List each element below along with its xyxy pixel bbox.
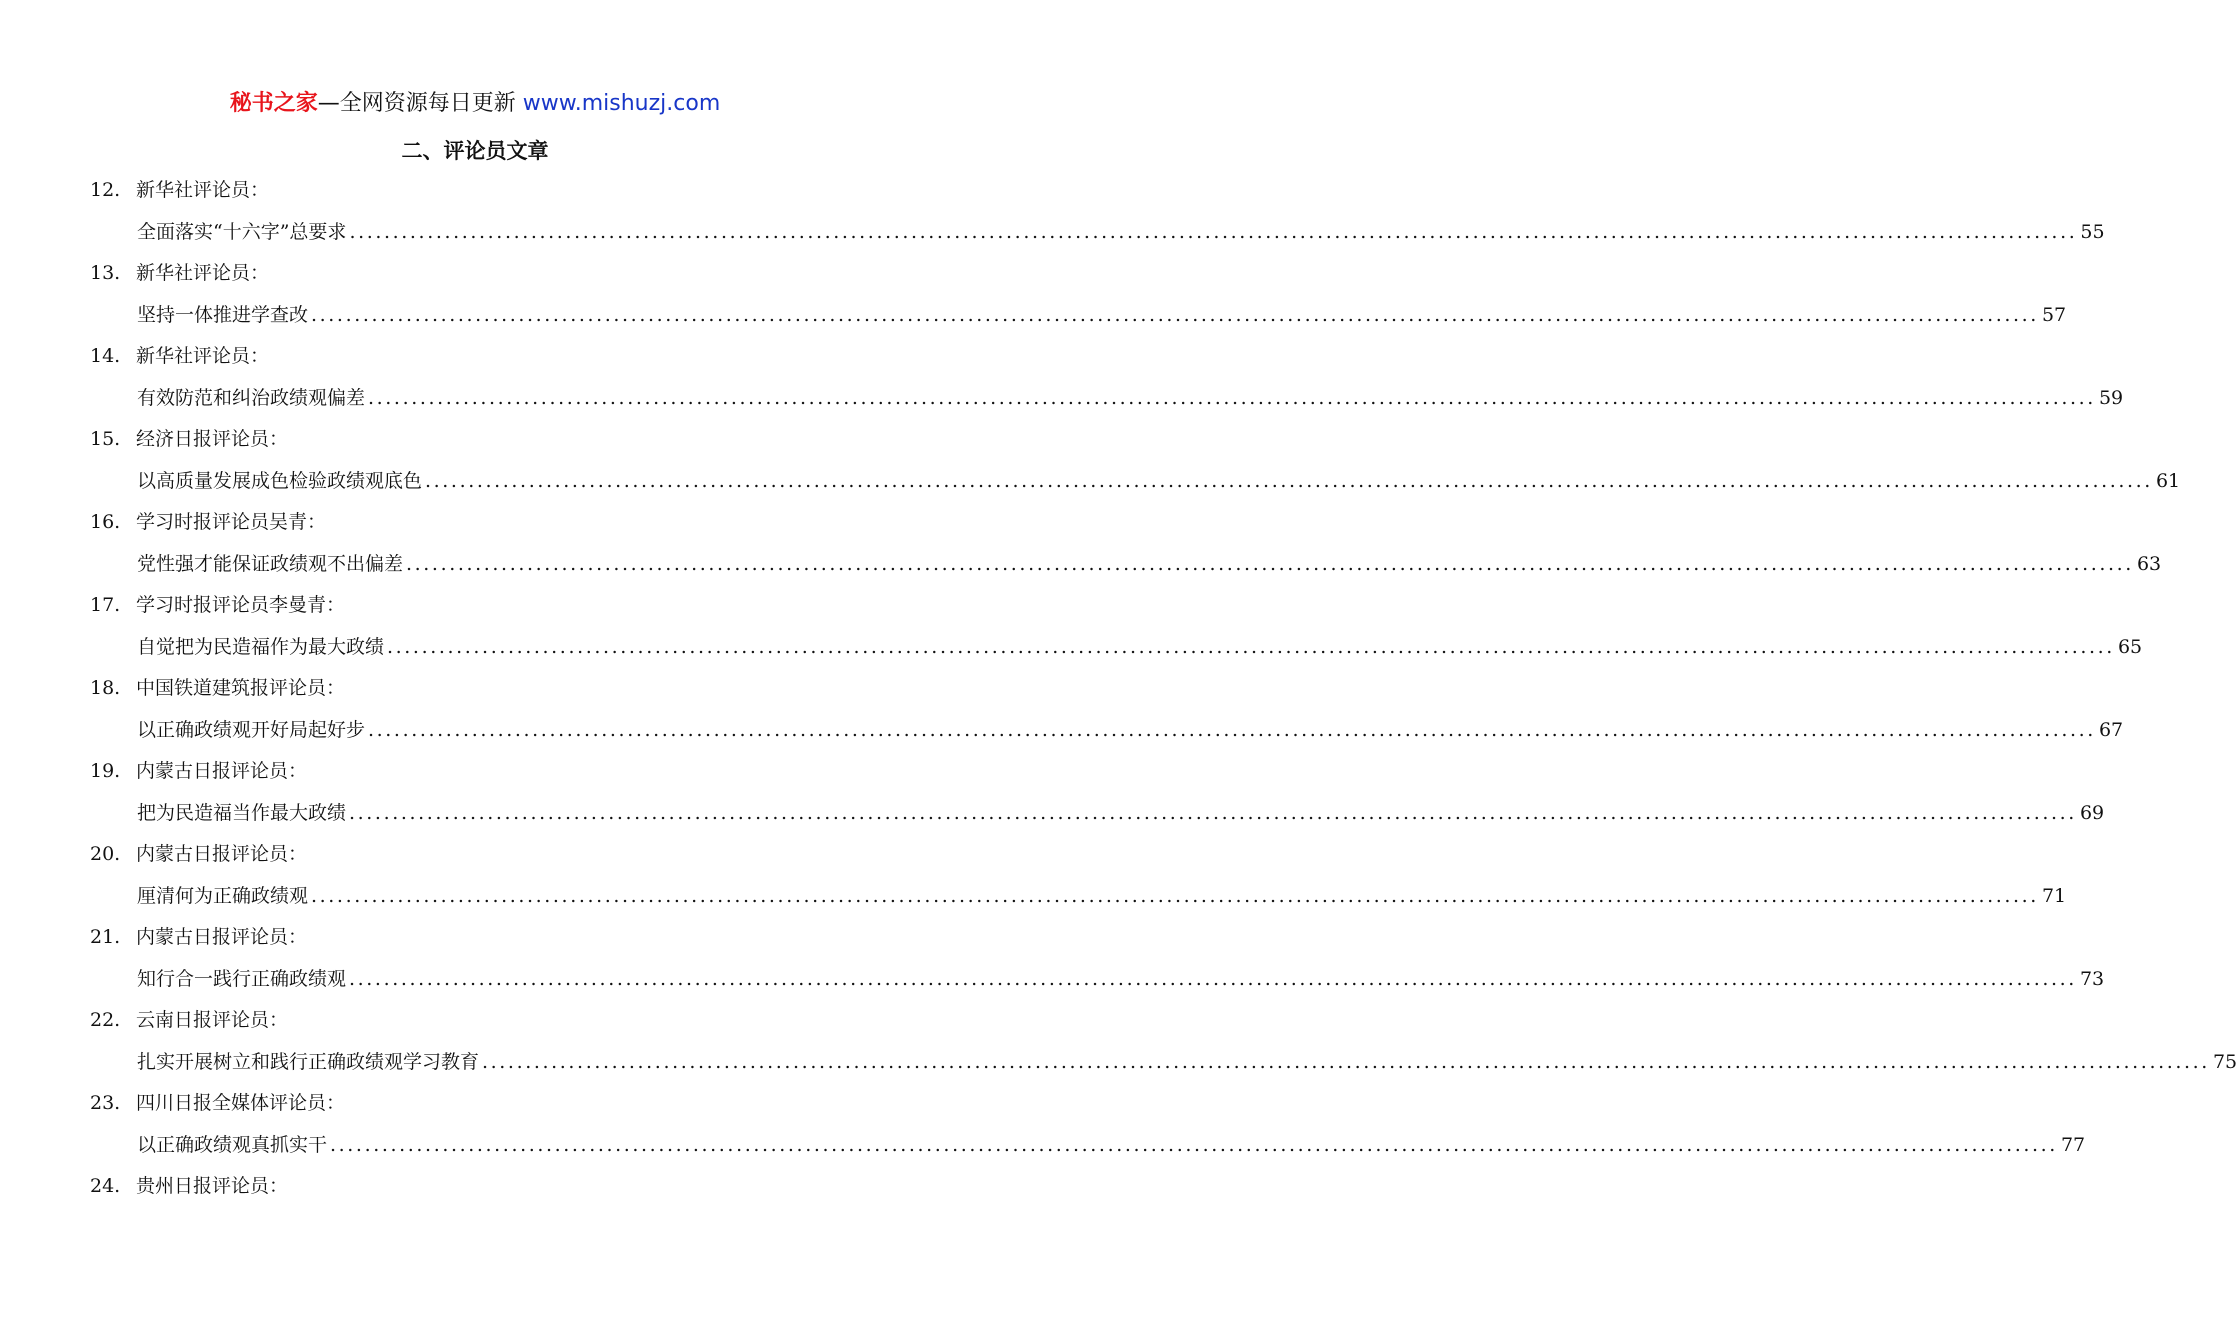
toc-entry-author bbox=[90, 509, 326, 535]
toc-entry-number: 15. bbox=[90, 428, 121, 450]
toc-entry-author-name: 新华社评论员： bbox=[136, 262, 270, 284]
toc-entry-author-name: 新华社评论员： bbox=[136, 345, 270, 367]
toc-entry-author bbox=[90, 260, 269, 286]
toc-dot-leader: ........................................................................................................................................................................................................ bbox=[311, 885, 2039, 907]
toc-entry-author bbox=[90, 343, 269, 369]
toc-entry-author-name: 贵州日报评论员： bbox=[136, 1175, 289, 1197]
toc-entry-page-number: 73 bbox=[2079, 968, 2105, 990]
toc-entry-number: 19. bbox=[90, 760, 121, 782]
toc-entry-link[interactable] bbox=[137, 1049, 2237, 1075]
toc-dot-leader: ........................................................................................................................................................................................................ bbox=[349, 802, 2077, 824]
toc-entry-author bbox=[90, 924, 307, 950]
toc-entry-author bbox=[90, 1007, 288, 1033]
toc-dot-leader: ........................................................................................................................................................................................................ bbox=[349, 968, 2077, 990]
toc-entry-author-name: 内蒙古日报评论员： bbox=[136, 760, 308, 782]
toc-entry-page-number: 67 bbox=[2098, 719, 2124, 741]
toc-entry-link[interactable] bbox=[137, 302, 2067, 328]
toc-entry-number: 18. bbox=[90, 677, 121, 699]
toc-dot-leader: ........................................................................................................................................................................................................ bbox=[482, 1051, 2210, 1073]
toc-entry-page-number: 61 bbox=[2155, 470, 2181, 492]
toc-entry-number: 20. bbox=[90, 843, 121, 865]
toc-entry-link[interactable] bbox=[137, 966, 2105, 992]
toc-entry-page-number: 71 bbox=[2041, 885, 2067, 907]
toc-entry-link[interactable] bbox=[137, 717, 2124, 743]
toc-entry-link[interactable] bbox=[137, 800, 2105, 826]
toc-entry-author bbox=[90, 1173, 288, 1199]
toc-entry-author-name: 云南日报评论员： bbox=[136, 1009, 289, 1031]
toc-dot-leader: ........................................................................................................................................................................................................ bbox=[406, 553, 2134, 575]
toc-entry-author bbox=[90, 675, 345, 701]
toc-entry-title: 以正确政绩观真抓实干 bbox=[137, 1134, 328, 1156]
toc-entry-title: 有效防范和纠治政绩观偏差 bbox=[137, 387, 366, 409]
toc-entry-title: 以正确政绩观开好局起好步 bbox=[137, 719, 366, 741]
toc-entry-author bbox=[90, 841, 307, 867]
toc-entry-author-name: 学习时报评论员吴青： bbox=[136, 511, 327, 533]
toc-entry-page-number: 75 bbox=[2212, 1051, 2237, 1073]
toc-entry-author bbox=[90, 758, 307, 784]
toc-entry-link[interactable] bbox=[137, 468, 2181, 494]
toc-entry-page-number: 69 bbox=[2079, 802, 2105, 824]
toc-entry-title: 把为民造福当作最大政绩 bbox=[137, 802, 347, 824]
toc-entry-number: 16. bbox=[90, 511, 121, 533]
toc-entry-title: 以高质量发展成色检验政绩观底色 bbox=[137, 470, 423, 492]
toc-entry-number: 22. bbox=[90, 1009, 121, 1031]
toc-dot-leader: ........................................................................................................................................................................................................ bbox=[368, 719, 2096, 741]
site-url-link[interactable]: www.mishuzj.com bbox=[522, 91, 721, 116]
site-banner bbox=[0, 88, 950, 120]
toc-entry-page-number: 57 bbox=[2041, 304, 2067, 326]
toc-dot-leader: ........................................................................................................................................................................................................ bbox=[425, 470, 2153, 492]
toc-entry-author-name: 内蒙古日报评论员： bbox=[136, 926, 308, 948]
toc-entry-number: 24. bbox=[90, 1175, 121, 1197]
toc-entry-author-name: 学习时报评论员李曼青： bbox=[136, 594, 346, 616]
toc-entry-author bbox=[90, 1090, 345, 1116]
toc-entry-author bbox=[90, 426, 288, 452]
toc-entry-title: 党性强才能保证政绩观不出偏差 bbox=[137, 553, 404, 575]
toc-entry-title: 自觉把为民造福作为最大政绩 bbox=[137, 636, 385, 658]
toc-entry-author-name: 中国铁道建筑报评论员： bbox=[136, 677, 346, 699]
toc-entry-page-number: 59 bbox=[2098, 387, 2124, 409]
toc-entry-author bbox=[90, 592, 345, 618]
toc-entry-page-number: 55 bbox=[2080, 221, 2105, 243]
toc-entry-number: 14. bbox=[90, 345, 121, 367]
toc-entry-number: 13. bbox=[90, 262, 121, 284]
toc-entry-number: 12. bbox=[90, 179, 121, 201]
toc-entry-number: 21. bbox=[90, 926, 121, 948]
toc-entry-title: 扎实开展树立和践行正确政绩观学习教育 bbox=[137, 1051, 480, 1073]
toc-entry-title: 坚持一体推进学查改 bbox=[137, 304, 309, 326]
toc-entry-page-number: 63 bbox=[2136, 553, 2162, 575]
brand-name: 秘书之家 bbox=[229, 91, 318, 116]
toc-entry-number: 17. bbox=[90, 594, 121, 616]
toc-entry-author-name: 新华社评论员： bbox=[136, 179, 270, 201]
toc-dot-leader: ........................................................................................................................................................................................................ bbox=[311, 304, 2039, 326]
toc-dot-leader: ........................................................................................................................................................................................................ bbox=[330, 1134, 2058, 1156]
toc-entry-link[interactable] bbox=[137, 219, 2105, 245]
toc-entry-link[interactable] bbox=[137, 883, 2067, 909]
toc-dot-leader: ........................................................................................................................................................................................................ bbox=[349, 221, 2078, 243]
toc-entry-page-number: 65 bbox=[2117, 636, 2143, 658]
banner-tagline: —全网资源每日更新 bbox=[317, 91, 516, 116]
toc-entry-link[interactable] bbox=[137, 1132, 2086, 1158]
toc-entry-link[interactable] bbox=[137, 551, 2162, 577]
toc-entry-link[interactable] bbox=[137, 385, 2124, 411]
toc-entry-number: 23. bbox=[90, 1092, 121, 1114]
toc-entry-title: 厘清何为正确政绩观 bbox=[137, 885, 309, 907]
toc-entry-author-name: 内蒙古日报评论员： bbox=[136, 843, 308, 865]
toc-dot-leader: ........................................................................................................................................................................................................ bbox=[368, 387, 2096, 409]
toc-entry-title: 知行合一践行正确政绩观 bbox=[137, 968, 347, 990]
toc-entry-title: 全面落实“十六字”总要求 bbox=[137, 221, 347, 243]
toc-entry-link[interactable] bbox=[137, 634, 2143, 660]
toc-entry-page-number: 77 bbox=[2060, 1134, 2086, 1156]
section-title: 二、评论员文章 bbox=[401, 139, 549, 163]
toc-entry-author bbox=[90, 177, 269, 203]
toc-dot-leader: ........................................................................................................................................................................................................ bbox=[387, 636, 2115, 658]
toc-entry-author-name: 经济日报评论员： bbox=[136, 428, 289, 450]
toc-entry-author-name: 四川日报全媒体评论员： bbox=[136, 1092, 346, 1114]
